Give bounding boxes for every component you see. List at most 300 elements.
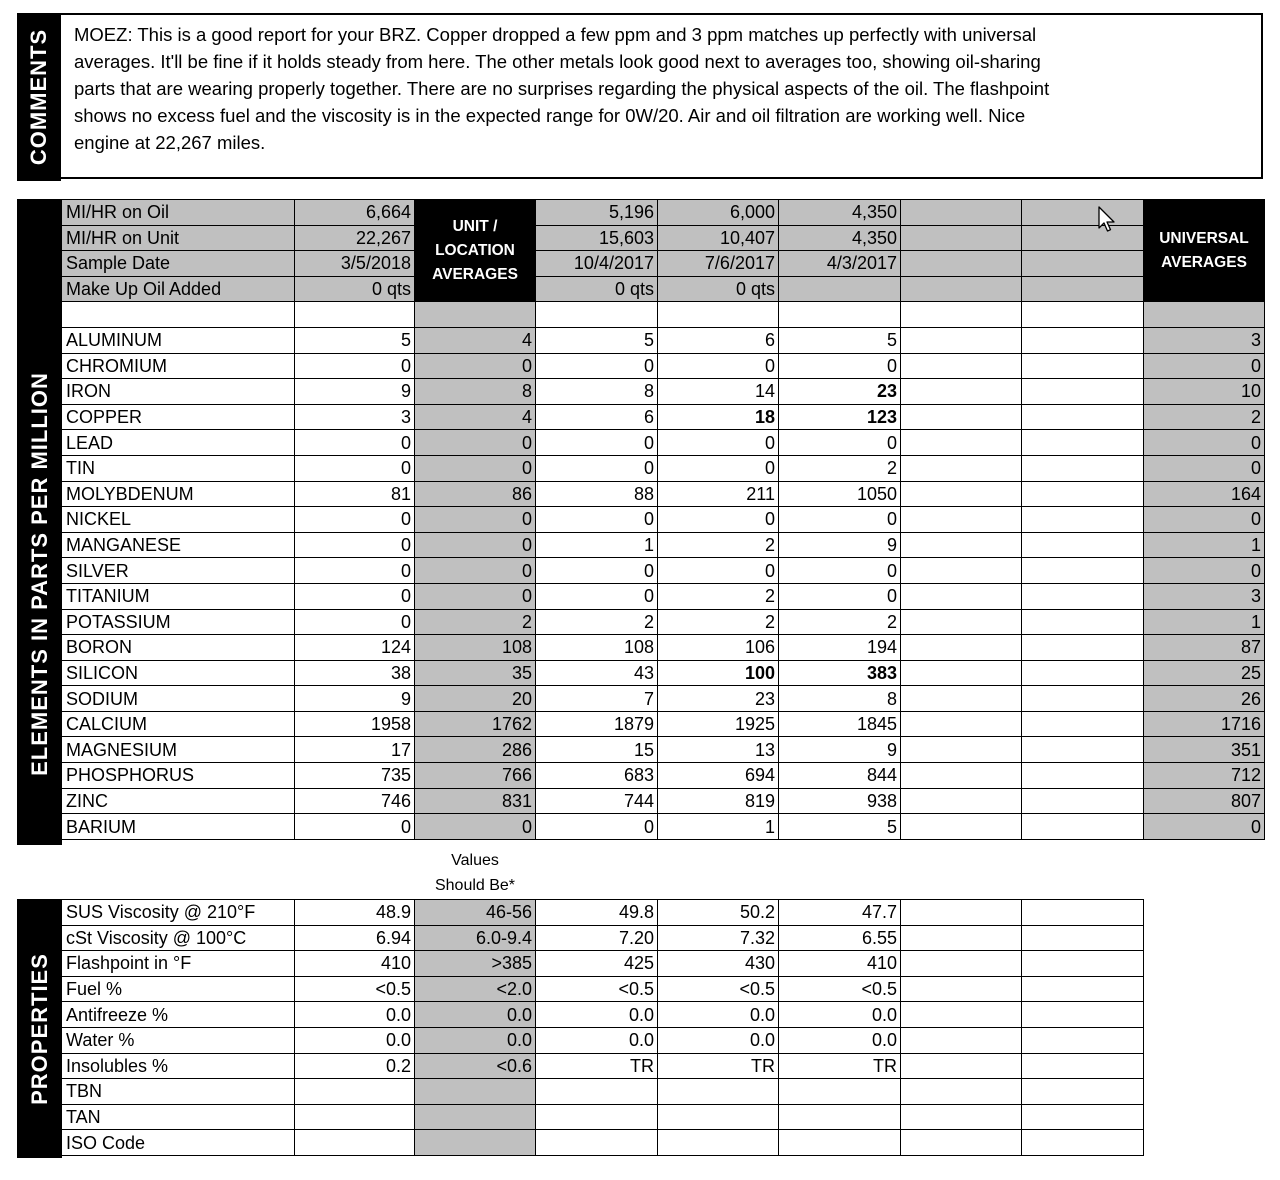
empty-cell	[901, 976, 1022, 1002]
element-current: 0	[295, 353, 415, 379]
element-sample-4: 9	[779, 737, 901, 763]
property-name: Antifreeze %	[62, 1002, 295, 1028]
property-should-be: <2.0	[415, 976, 536, 1002]
empty-cell	[1022, 951, 1144, 977]
element-unit-average: 0	[415, 353, 536, 379]
element-sample-2: 1	[536, 532, 658, 558]
header-line: UNIVERSAL	[1159, 229, 1249, 247]
element-sample-3: 819	[658, 788, 779, 814]
empty-cell	[1022, 1079, 1144, 1105]
empty-cell	[536, 302, 658, 328]
property-sample-4: 47.7	[779, 900, 901, 926]
empty-cell	[1022, 481, 1144, 507]
element-universal-average: 0	[1144, 558, 1265, 584]
info-current: 22,267	[295, 225, 415, 251]
comments-box	[60, 13, 1263, 179]
property-sample-4: TR	[779, 1053, 901, 1079]
element-row	[62, 327, 1265, 353]
element-sample-4: 0	[779, 583, 901, 609]
info-label: Make Up Oil Added	[62, 276, 295, 302]
info-empty	[901, 251, 1022, 277]
element-name: COPPER	[62, 404, 295, 430]
element-sample-3: 0	[658, 558, 779, 584]
element-name: BORON	[62, 635, 295, 661]
element-unit-average: 0	[415, 532, 536, 558]
empty-cell	[901, 532, 1022, 558]
element-sample-3: 2	[658, 532, 779, 558]
element-name: PHOSPHORUS	[62, 763, 295, 789]
element-sample-4: 9	[779, 532, 901, 558]
property-name: cSt Viscosity @ 100°C	[62, 925, 295, 951]
empty-cell	[901, 900, 1022, 926]
element-sample-4: 0	[779, 430, 901, 456]
property-sample-2: 7.20	[536, 925, 658, 951]
element-sample-2: 108	[536, 635, 658, 661]
empty-cell	[1022, 1130, 1144, 1156]
empty-cell	[1022, 532, 1144, 558]
property-row	[62, 1130, 1144, 1156]
element-universal-average: 2	[1144, 404, 1265, 430]
element-sample-3: 2	[658, 609, 779, 635]
values-should-be-note	[415, 848, 535, 898]
element-sample-3: 2	[658, 583, 779, 609]
element-sample-3: 1925	[658, 711, 779, 737]
empty-cell	[901, 302, 1022, 328]
empty-cell	[901, 1002, 1022, 1028]
element-name: SILICON	[62, 660, 295, 686]
header-line: AVERAGES	[432, 265, 518, 283]
element-sample-3: 0	[658, 455, 779, 481]
comment-line: averages. It'll be fine if it holds steady from here. The other metals look good next to averages too, showing oil-sharing	[74, 51, 1041, 72]
empty-cell	[901, 481, 1022, 507]
property-should-be	[415, 1104, 536, 1130]
info-current: 6,664	[295, 200, 415, 226]
property-sample-2	[536, 1104, 658, 1130]
element-sample-2: 5	[536, 327, 658, 353]
empty-cell	[901, 686, 1022, 712]
property-should-be	[415, 1079, 536, 1105]
element-name: POTASSIUM	[62, 609, 295, 635]
empty-cell	[1022, 302, 1144, 328]
element-name: BARIUM	[62, 814, 295, 840]
empty-cell	[1022, 327, 1144, 353]
property-should-be: 0.0	[415, 1002, 536, 1028]
info-sample-4: 4,350	[779, 225, 901, 251]
comment-line: engine at 22,267 miles.	[74, 132, 266, 153]
element-unit-average: 20	[415, 686, 536, 712]
element-sample-4: 0	[779, 558, 901, 584]
empty-cell	[1022, 404, 1144, 430]
element-universal-average: 26	[1144, 686, 1265, 712]
info-sample-3: 7/6/2017	[658, 251, 779, 277]
comments-text	[74, 21, 1164, 156]
info-empty	[901, 225, 1022, 251]
element-unit-average: 86	[415, 481, 536, 507]
property-sample-4: <0.5	[779, 976, 901, 1002]
element-sample-2: 88	[536, 481, 658, 507]
element-sample-2: 15	[536, 737, 658, 763]
element-sample-4: 5	[779, 327, 901, 353]
empty-cell	[901, 558, 1022, 584]
element-row	[62, 379, 1265, 405]
info-empty	[1022, 276, 1144, 302]
element-name: TITANIUM	[62, 583, 295, 609]
element-row	[62, 532, 1265, 558]
element-universal-average: 1	[1144, 532, 1265, 558]
element-row	[62, 609, 1265, 635]
empty-cell	[901, 660, 1022, 686]
empty-cell	[1022, 635, 1144, 661]
element-universal-average: 807	[1144, 788, 1265, 814]
element-current: 38	[295, 660, 415, 686]
element-sample-3: 106	[658, 635, 779, 661]
property-name: Water %	[62, 1027, 295, 1053]
element-name: MOLYBDENUM	[62, 481, 295, 507]
element-unit-average: 108	[415, 635, 536, 661]
property-sample-2: 49.8	[536, 900, 658, 926]
element-sample-3: 0	[658, 353, 779, 379]
element-unit-average: 0	[415, 558, 536, 584]
element-universal-average: 351	[1144, 737, 1265, 763]
property-row	[62, 925, 1144, 951]
property-sample-4	[779, 1130, 901, 1156]
property-current: 6.94	[295, 925, 415, 951]
property-sample-2: 425	[536, 951, 658, 977]
property-sample-2: TR	[536, 1053, 658, 1079]
empty-cell	[901, 814, 1022, 840]
element-sample-4: 938	[779, 788, 901, 814]
element-sample-2: 683	[536, 763, 658, 789]
element-unit-average: 831	[415, 788, 536, 814]
element-unit-average: 766	[415, 763, 536, 789]
property-current: 410	[295, 951, 415, 977]
info-empty	[1022, 200, 1144, 226]
empty-cell	[1022, 660, 1144, 686]
element-sample-2: 43	[536, 660, 658, 686]
empty-cell	[1022, 1104, 1144, 1130]
element-sample-3: 18	[658, 404, 779, 430]
property-sample-2: <0.5	[536, 976, 658, 1002]
empty-cell	[901, 737, 1022, 763]
info-sample-2: 0 qts	[536, 276, 658, 302]
property-name: Insolubles %	[62, 1053, 295, 1079]
element-universal-average: 10	[1144, 379, 1265, 405]
element-sample-2: 744	[536, 788, 658, 814]
element-sample-3: 6	[658, 327, 779, 353]
info-empty	[1022, 225, 1144, 251]
element-universal-average: 0	[1144, 455, 1265, 481]
info-row	[62, 276, 1265, 302]
element-name: ALUMINUM	[62, 327, 295, 353]
element-universal-average: 3	[1144, 327, 1265, 353]
element-row	[62, 481, 1265, 507]
element-sample-3: 694	[658, 763, 779, 789]
empty-cell	[1022, 558, 1144, 584]
property-sample-3	[658, 1079, 779, 1105]
element-sample-2: 7	[536, 686, 658, 712]
element-row	[62, 711, 1265, 737]
empty-cell	[1022, 900, 1144, 926]
property-sample-3: 50.2	[658, 900, 779, 926]
element-unit-average: 0	[415, 507, 536, 533]
element-sample-3: 100	[658, 660, 779, 686]
empty-cell	[1022, 737, 1144, 763]
element-sample-2: 6	[536, 404, 658, 430]
property-row	[62, 951, 1144, 977]
property-current: 0.0	[295, 1002, 415, 1028]
element-unit-average: 1762	[415, 711, 536, 737]
property-sample-3	[658, 1104, 779, 1130]
property-row	[62, 1027, 1144, 1053]
empty-cell	[1144, 302, 1265, 328]
empty-cell	[62, 302, 295, 328]
property-sample-3: <0.5	[658, 976, 779, 1002]
element-sample-2: 0	[536, 583, 658, 609]
element-universal-average: 25	[1144, 660, 1265, 686]
empty-cell	[901, 635, 1022, 661]
element-sample-3: 23	[658, 686, 779, 712]
empty-cell	[901, 430, 1022, 456]
empty-cell	[901, 327, 1022, 353]
element-universal-average: 87	[1144, 635, 1265, 661]
element-row	[62, 635, 1265, 661]
info-sample-4	[779, 276, 901, 302]
element-unit-average: 286	[415, 737, 536, 763]
property-sample-3: 7.32	[658, 925, 779, 951]
element-row	[62, 583, 1265, 609]
property-row	[62, 1104, 1144, 1130]
element-sample-2: 8	[536, 379, 658, 405]
element-sample-2: 2	[536, 609, 658, 635]
header-line: AVERAGES	[1161, 253, 1247, 271]
info-sample-2: 5,196	[536, 200, 658, 226]
element-row	[62, 763, 1265, 789]
property-sample-4: 410	[779, 951, 901, 977]
empty-cell	[1022, 814, 1144, 840]
element-unit-average: 2	[415, 609, 536, 635]
info-row	[62, 251, 1265, 277]
empty-cell	[1022, 379, 1144, 405]
property-sample-2: 0.0	[536, 1027, 658, 1053]
element-current: 17	[295, 737, 415, 763]
element-unit-average: 0	[415, 583, 536, 609]
element-sample-4: 2	[779, 609, 901, 635]
element-current: 0	[295, 558, 415, 584]
empty-cell	[901, 1053, 1022, 1079]
elements-label: ELEMENTS IN PARTS PER MILLION	[26, 371, 52, 776]
properties-table	[61, 899, 1144, 1156]
property-current: <0.5	[295, 976, 415, 1002]
mouse-pointer-icon	[1098, 206, 1116, 234]
info-sample-3: 6,000	[658, 200, 779, 226]
empty-cell	[1022, 583, 1144, 609]
element-sample-4: 0	[779, 353, 901, 379]
empty-cell	[901, 763, 1022, 789]
info-empty	[901, 276, 1022, 302]
empty-cell	[901, 1104, 1022, 1130]
element-current: 0	[295, 430, 415, 456]
info-row	[62, 200, 1265, 226]
element-universal-average: 1716	[1144, 711, 1265, 737]
comment-line: MOEZ: This is a good report for your BRZ. Copper dropped a few ppm and 3 ppm matches up perfectly with universal	[74, 24, 1037, 45]
element-sample-2: 0	[536, 558, 658, 584]
property-row	[62, 1079, 1144, 1105]
element-universal-average: 1	[1144, 609, 1265, 635]
empty-cell	[1022, 976, 1144, 1002]
element-sample-2: 0	[536, 814, 658, 840]
property-name: ISO Code	[62, 1130, 295, 1156]
property-current	[295, 1079, 415, 1105]
element-row	[62, 430, 1265, 456]
property-current	[295, 1130, 415, 1156]
element-current: 0	[295, 814, 415, 840]
element-current: 9	[295, 379, 415, 405]
property-sample-4	[779, 1104, 901, 1130]
element-current: 5	[295, 327, 415, 353]
property-sample-2: 0.0	[536, 1002, 658, 1028]
property-current: 0.0	[295, 1027, 415, 1053]
empty-cell	[1022, 686, 1144, 712]
empty-cell	[1022, 455, 1144, 481]
element-name: NICKEL	[62, 507, 295, 533]
empty-cell	[901, 1130, 1022, 1156]
spacer-row	[62, 302, 1265, 328]
empty-cell	[901, 583, 1022, 609]
empty-cell	[658, 302, 779, 328]
empty-cell	[901, 353, 1022, 379]
empty-cell	[1022, 430, 1144, 456]
info-empty	[1022, 251, 1144, 277]
property-current: 0.2	[295, 1053, 415, 1079]
element-name: TIN	[62, 455, 295, 481]
element-sample-4: 0	[779, 507, 901, 533]
property-should-be: >385	[415, 951, 536, 977]
element-current: 0	[295, 507, 415, 533]
property-sample-3: 0.0	[658, 1027, 779, 1053]
element-sample-4: 23	[779, 379, 901, 405]
property-should-be: 6.0-9.4	[415, 925, 536, 951]
element-universal-average: 164	[1144, 481, 1265, 507]
info-label: MI/HR on Unit	[62, 225, 295, 251]
element-current: 0	[295, 583, 415, 609]
element-sample-3: 0	[658, 507, 779, 533]
element-sample-2: 0	[536, 455, 658, 481]
empty-cell	[1022, 609, 1144, 635]
element-row	[62, 788, 1265, 814]
empty-cell	[1022, 507, 1144, 533]
element-current: 0	[295, 455, 415, 481]
element-sample-4: 383	[779, 660, 901, 686]
empty-cell	[901, 379, 1022, 405]
element-unit-average: 4	[415, 404, 536, 430]
element-sample-3: 0	[658, 430, 779, 456]
element-unit-average: 0	[415, 814, 536, 840]
header-line: UNIT /	[452, 217, 498, 235]
empty-cell	[901, 951, 1022, 977]
element-row	[62, 507, 1265, 533]
empty-cell	[1022, 1053, 1144, 1079]
element-sample-3: 211	[658, 481, 779, 507]
comments-section-label	[17, 13, 61, 181]
property-current: 48.9	[295, 900, 415, 926]
property-should-be	[415, 1130, 536, 1156]
info-empty	[901, 200, 1022, 226]
comment-line: shows no excess fuel and the viscosity is in the expected range for 0W/20. Air and oil filtration are working well. Nice	[74, 105, 1026, 126]
element-universal-average: 712	[1144, 763, 1265, 789]
properties-section-label	[17, 899, 62, 1158]
comment-line: parts that are wearing properly together. There are no surprises regarding the physical aspects of the oil. The flashpoint	[74, 78, 1050, 99]
elements-section-label	[17, 199, 62, 845]
values-note-line: Values	[451, 852, 499, 869]
elements-table	[61, 199, 1265, 840]
element-unit-average: 4	[415, 327, 536, 353]
element-sample-4: 5	[779, 814, 901, 840]
element-current: 0	[295, 609, 415, 635]
element-current: 3	[295, 404, 415, 430]
element-sample-4: 2	[779, 455, 901, 481]
empty-cell	[1022, 1002, 1144, 1028]
property-sample-2	[536, 1130, 658, 1156]
empty-cell	[901, 711, 1022, 737]
element-row	[62, 686, 1265, 712]
element-name: SILVER	[62, 558, 295, 584]
element-name: MAGNESIUM	[62, 737, 295, 763]
empty-cell	[1022, 711, 1144, 737]
property-sample-3: TR	[658, 1053, 779, 1079]
element-sample-4: 1050	[779, 481, 901, 507]
info-sample-3: 0 qts	[658, 276, 779, 302]
empty-cell	[901, 507, 1022, 533]
element-name: SODIUM	[62, 686, 295, 712]
property-sample-4: 0.0	[779, 1002, 901, 1028]
info-current: 0 qts	[295, 276, 415, 302]
element-row	[62, 660, 1265, 686]
element-current: 746	[295, 788, 415, 814]
header-line: LOCATION	[435, 241, 515, 259]
info-label: Sample Date	[62, 251, 295, 277]
element-sample-4: 123	[779, 404, 901, 430]
element-unit-average: 35	[415, 660, 536, 686]
element-row	[62, 737, 1265, 763]
empty-cell	[779, 302, 901, 328]
element-universal-average: 0	[1144, 507, 1265, 533]
element-sample-4: 194	[779, 635, 901, 661]
empty-cell	[1022, 788, 1144, 814]
element-unit-average: 0	[415, 455, 536, 481]
property-row	[62, 1002, 1144, 1028]
info-sample-4: 4,350	[779, 200, 901, 226]
element-row	[62, 455, 1265, 481]
property-name: SUS Viscosity @ 210°F	[62, 900, 295, 926]
element-sample-4: 8	[779, 686, 901, 712]
element-current: 81	[295, 481, 415, 507]
property-sample-2	[536, 1079, 658, 1105]
empty-cell	[901, 788, 1022, 814]
element-unit-average: 0	[415, 430, 536, 456]
element-current: 735	[295, 763, 415, 789]
element-sample-2: 0	[536, 430, 658, 456]
values-note-line: Should Be*	[434, 877, 516, 894]
empty-cell	[1022, 1027, 1144, 1053]
element-universal-average: 3	[1144, 583, 1265, 609]
element-sample-2: 1879	[536, 711, 658, 737]
element-universal-average: 0	[1144, 353, 1265, 379]
element-current: 0	[295, 532, 415, 558]
element-unit-average: 8	[415, 379, 536, 405]
element-sample-4: 844	[779, 763, 901, 789]
property-sample-3: 0.0	[658, 1002, 779, 1028]
element-row	[62, 814, 1265, 840]
